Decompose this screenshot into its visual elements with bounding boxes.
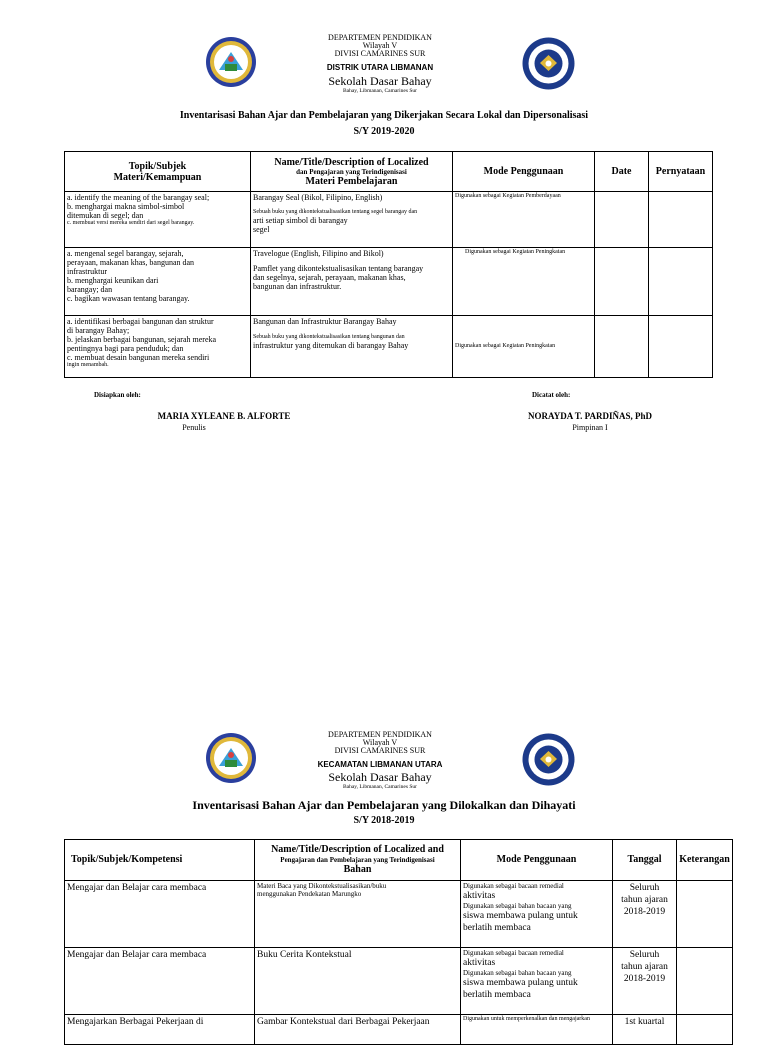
col-name: Name/Title/Description of Localized and Pengajaran dan Pembelajaran yang Terindigenisasi Bahan bbox=[255, 840, 461, 881]
table-header-row bbox=[65, 840, 733, 881]
header-region: Wilayah V bbox=[362, 41, 398, 50]
materials-table bbox=[64, 151, 713, 378]
header-district: DISTRIK UTARA LIBMANAN bbox=[326, 63, 434, 72]
noted-by-label: Dicatat oleh: bbox=[532, 391, 571, 399]
school-name: Sekolah Dasar Bahay bbox=[328, 770, 432, 784]
materials-table bbox=[64, 839, 733, 1045]
header-division: DIVISI CAMARINES SUR bbox=[334, 49, 426, 58]
col-statement: Pernyataan bbox=[649, 152, 713, 192]
document-title: Inventarisasi Bahan Ajar dan Pembelajaran yang Dilokalkan dan Dihayati bbox=[192, 798, 576, 812]
table-row: a. mengenal segel barangay, sejarah, perayaan, makanan khas, bangunan dan infrastruktur b. menghargai keunikan dari barangay; dan c. bagikan wawasan tentang barangay. Travelogue (English, Filipino and Bikol) Pamflet yang dikontekstualisasikan tentang barangay dan segelnya, sejarah, perayaan, makanan khas, bangunan dan infrastruktur. Digunakan sebagai Kegiatan Peningkatan bbox=[65, 248, 713, 316]
table-row: a. identifikasi berbagai bangunan dan struktur di barangay Bahay; b. jelaskan berbagai bangunan, sejarah mereka pentingnya bagi para penduduk; dan c. membuat desain bangunan mereka sendiri ingin menambah. Bangunan dan Infrastruktur Barangay Bahay Sebuah buku yang dikontekstualisasikan tentang bangunan dan infrastruktur yang ditemukan di barangay Bahay Digunakan sebagai Kegiatan Peningkatan bbox=[65, 316, 713, 378]
col-statement: Keterangan bbox=[677, 840, 733, 881]
prepared-by-role: Penulis bbox=[182, 423, 206, 432]
table-header-row bbox=[65, 152, 713, 192]
school-year: S/Y 2018-2019 bbox=[353, 815, 415, 826]
prepared-by-label: Disiapkan oleh: bbox=[94, 391, 141, 399]
header-department: DEPARTEMEN PENDIDIKAN bbox=[328, 730, 432, 739]
school-seal-icon bbox=[205, 732, 257, 784]
col-topic: Topik/Subjek Materi/Kemampuan bbox=[65, 152, 251, 192]
header-district: KECAMATAN LIBMANAN UTARA bbox=[317, 760, 443, 769]
noted-by-role: Pimpinan I bbox=[572, 423, 608, 432]
col-date: Date bbox=[595, 152, 649, 192]
document-title: Inventarisasi Bahan Ajar dan Pembelajaran yang Dikerjakan Secara Lokal dan Dipersonalisasi bbox=[179, 110, 589, 121]
header-division: DIVISI CAMARINES SUR bbox=[334, 746, 426, 755]
school-address: Bahay, Libmanan, Camarines Sur bbox=[342, 784, 418, 790]
deped-seal-icon bbox=[522, 37, 575, 90]
deped-seal-icon bbox=[522, 733, 575, 786]
header-region: Wilayah V bbox=[362, 738, 398, 747]
prepared-by-name: MARIA XYLEANE B. ALFORTE bbox=[157, 411, 291, 421]
col-mode: Mode Penggunaan bbox=[461, 840, 613, 881]
school-name: Sekolah Dasar Bahay bbox=[328, 74, 432, 88]
table-row: Mengajar dan Belajar cara membaca Materi Baca yang Dikontekstualisasikan/buku menggunakan Pendekatan Marungko Digunakan sebagai bacaan remedial aktivitas Digunakan sebagai bahan bacaan yang siswa membawa pulang untuk berlatih membaca Seluruh tahun ajaran 2018-2019 bbox=[65, 881, 733, 948]
col-date: Tanggal bbox=[613, 840, 677, 881]
col-topic: Topik/Subjek/Kompetensi bbox=[65, 840, 255, 881]
table-row: Mengajarkan Berbagai Pekerjaan di Gambar Kontekstual dari Berbagai Pekerjaan Digunakan untuk memperkenalkan dan mengajarkan 1st kuartal bbox=[65, 1015, 733, 1045]
header-department: DEPARTEMEN PENDIDIKAN bbox=[328, 33, 432, 42]
school-seal-icon bbox=[205, 36, 257, 88]
col-name: Name/Title/Description of Localized dan Pengajaran yang Terindigenisasi Materi Pembelajaran bbox=[251, 152, 453, 192]
table-row: Mengajar dan Belajar cara membaca Buku Cerita Kontekstual Digunakan sebagai bacaan remedial aktivitas Digunakan sebagai bahan bacaan yang siswa membawa pulang untuk berlatih membaca Seluruh tahun ajaran 2018-2019 bbox=[65, 948, 733, 1015]
col-mode: Mode Penggunaan bbox=[453, 152, 595, 192]
table-row: a. identify the meaning of the barangay seal; b. menghargai makna simbol-simbol ditemukan di segel; dan c. membuat versi mereka sendiri dari segel barangay. Barangay Seal (Bikol, Filipino, English) Sebuah buku yang dikontekstualisasikan tentang segel barangay dan arti setiap simbol di barangay segel Digunakan sebagai Kegiatan Pemberdayaan bbox=[65, 192, 713, 248]
noted-by-name: NORAYDA T. PARDIÑAS, PhD bbox=[528, 411, 652, 421]
school-year: S/Y 2019-2020 bbox=[353, 126, 415, 137]
school-address: Bahay, Libmanan, Camarines Sur bbox=[342, 88, 418, 94]
